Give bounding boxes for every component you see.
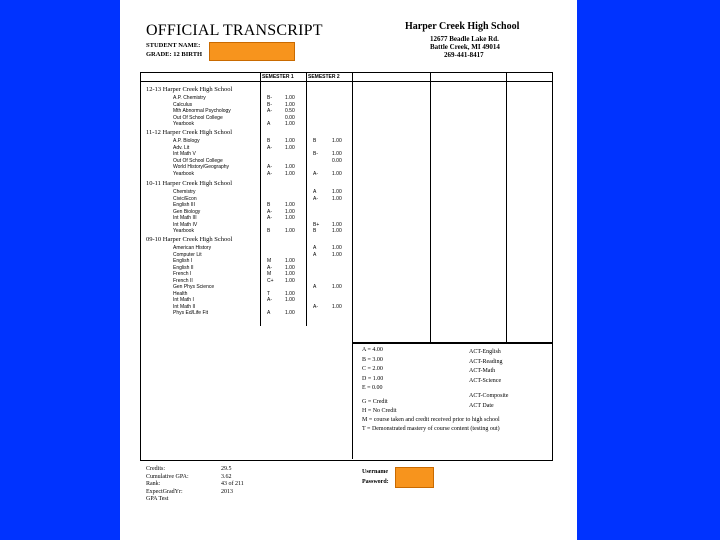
sem2-grade: A- xyxy=(313,195,318,202)
sem1-credit: 1.00 xyxy=(285,202,295,208)
course-name: Out Of School College xyxy=(173,114,223,121)
grade-scale-item: D = 1.00 xyxy=(362,375,384,382)
sem1-grade: M xyxy=(267,271,272,277)
course-name: Int Math IV xyxy=(173,221,198,228)
sem1-grade: M xyxy=(267,258,272,264)
course-name: Civic/Econ xyxy=(173,195,197,202)
sem1-grade: A- xyxy=(267,108,272,114)
school-phone: 269-441-8417 xyxy=(444,51,484,59)
course-name: Health xyxy=(173,290,188,297)
sem1-credit: 1.00 xyxy=(285,264,295,271)
student-name-redaction xyxy=(209,42,295,61)
sem2-credit: 1.00 xyxy=(332,195,342,202)
credit-code-item: M = course taken and credit received prior to high school xyxy=(362,417,500,423)
sem1-grade: T xyxy=(267,290,271,297)
sem2-col-divider xyxy=(352,72,353,459)
grade-scale-item: C = 2.00 xyxy=(362,366,383,372)
footer-label: GPA Test xyxy=(146,496,169,502)
grade-scale-item: A = 4.00 xyxy=(362,347,383,353)
course-name: English I xyxy=(173,258,193,264)
sem1-grade: B- xyxy=(267,95,272,101)
sem2-grade: A xyxy=(313,245,317,251)
grade-birth-label: GRADE: 12 BIRTH xyxy=(146,51,203,58)
footer-value: 3.62 xyxy=(221,473,232,480)
sem2-grade: A- xyxy=(313,303,318,310)
sem1-credit: 1.00 xyxy=(285,228,295,234)
sem2-credit: 1.00 xyxy=(332,151,342,157)
course-name: Gen Biology xyxy=(173,208,201,215)
sem1-credit: 1.00 xyxy=(285,277,295,284)
course-name: Out Of School College xyxy=(173,157,223,164)
sem2-grade: B- xyxy=(313,151,318,157)
right-blue-band xyxy=(577,0,720,540)
sem2-credit: 1.00 xyxy=(332,303,342,310)
act-score-label: ACT-Science xyxy=(469,377,502,384)
password-label: Password: xyxy=(362,479,389,485)
grade-scale-item: E = 0.00 xyxy=(362,385,383,391)
course-name: Int Math V xyxy=(173,151,196,157)
sem1-credit: 1.00 xyxy=(285,258,295,264)
course-name: Yearbook xyxy=(173,121,194,127)
sem1-credit: 1.00 xyxy=(285,164,295,170)
sem1-credit: 1.00 xyxy=(285,95,295,101)
left-blue-band xyxy=(0,0,120,540)
course-name: Yearbook xyxy=(173,170,194,177)
sem2-grade: B xyxy=(313,228,317,234)
sem1-grade: C+ xyxy=(267,277,274,284)
sem1-credit: 1.00 xyxy=(285,290,295,297)
sem2-credit: 1.00 xyxy=(332,170,342,177)
sem1-col-divider xyxy=(306,72,307,326)
footer-label: ExpectGradYr: xyxy=(146,488,183,495)
sem2-credit: 1.00 xyxy=(332,284,342,290)
course-name: A.P. Chemistry xyxy=(173,95,206,101)
school-name: Harper Creek High School xyxy=(405,21,520,32)
act-score-label: ACT-Reading xyxy=(469,358,503,365)
course-col-divider xyxy=(260,72,261,326)
course-name: World History/Geography xyxy=(173,164,230,170)
course-name: Calculus xyxy=(173,101,193,108)
sem2-grade: B+ xyxy=(313,221,320,228)
sem1-credit: 1.00 xyxy=(285,101,295,108)
act-score-label: ACT-Math xyxy=(469,368,496,374)
sem1-credit: 1.00 xyxy=(285,271,295,277)
sem2-grade: A xyxy=(313,251,317,258)
username-label: Username xyxy=(362,469,388,475)
sem1-credit: 1.00 xyxy=(285,121,295,127)
sem2-credit: 1.00 xyxy=(332,251,342,258)
sem1-grade: B xyxy=(267,202,271,208)
transcript-title: OFFICIAL TRANSCRIPT xyxy=(146,22,323,39)
course-name: Mth Abnormal Psychology xyxy=(173,108,231,114)
course-name: French II xyxy=(173,277,193,284)
footer-label: Rank: xyxy=(146,481,161,487)
sem1-credit: 1.00 xyxy=(285,138,295,144)
legend-top-line xyxy=(352,342,552,344)
act-col-divider-1 xyxy=(430,72,431,342)
school-year-header: 10-11 Harper Creek High School xyxy=(146,180,233,187)
credit-code-item: G = Credit xyxy=(362,399,388,405)
footer-value: 29.5 xyxy=(221,466,232,472)
sem1-grade: A- xyxy=(267,297,272,303)
sem1-grade: A- xyxy=(267,144,272,151)
school-year-header: 09-10 Harper Creek High School xyxy=(146,236,233,243)
course-name: Gen Phys Science xyxy=(173,284,215,290)
course-name: Adv. Lit xyxy=(173,144,190,151)
student-name-label: STUDENT NAME: xyxy=(146,42,201,49)
sem2-credit: 1.00 xyxy=(332,221,342,228)
sem2-grade: A xyxy=(313,189,317,195)
grade-scale-item: B = 3.00 xyxy=(362,356,383,363)
footer-value: 2013 xyxy=(221,488,233,495)
sem1-grade: A- xyxy=(267,215,272,221)
course-name: English II xyxy=(173,264,194,271)
course-name: Computer Lit xyxy=(173,251,202,258)
footer-label: Credits: xyxy=(146,466,165,472)
sem2-credit: 1.00 xyxy=(332,245,342,251)
school-year-header: 11-12 Harper Creek High School xyxy=(146,129,233,136)
sem1-credit: 1.00 xyxy=(285,297,295,303)
sem1-grade: A- xyxy=(267,170,272,177)
sem1-credit: 1.00 xyxy=(285,170,295,177)
username-redaction xyxy=(395,467,434,488)
sem1-credit: 1.00 xyxy=(285,208,295,215)
sem1-grade: A xyxy=(267,310,271,316)
sem1-credit: 1.00 xyxy=(285,310,295,316)
sem1-credit: 1.00 xyxy=(285,215,295,221)
school-address-line2: Battle Creek, MI 49014 xyxy=(430,43,500,51)
course-name: Int Math III xyxy=(173,215,197,221)
credit-code-item: H = No Credit xyxy=(362,408,397,414)
sem2-credit: 1.00 xyxy=(332,189,342,195)
sem2-credit: 0.00 xyxy=(332,157,342,164)
course-name: Chemistry xyxy=(173,189,196,195)
course-name: Yearbook xyxy=(173,228,194,234)
sem1-grade: B xyxy=(267,228,271,234)
sem2-grade: B xyxy=(313,138,317,144)
course-name: English III xyxy=(173,202,195,208)
course-name: American History xyxy=(173,245,212,251)
sem2-grade: A- xyxy=(313,170,318,177)
sem1-grade: A- xyxy=(267,164,272,170)
footer-label: Cumulative GPA: xyxy=(146,473,189,480)
sem1-grade: B xyxy=(267,138,271,144)
sem1-grade: A- xyxy=(267,208,272,215)
transcript-page xyxy=(120,0,577,540)
course-name: Int Math I xyxy=(173,297,194,303)
sem1-grade: B- xyxy=(267,101,272,108)
footer-value: 43 of 211 xyxy=(221,481,244,487)
sem1-credit: 0.50 xyxy=(285,108,295,114)
school-address-line1: 12677 Beadle Lake Rd. xyxy=(430,35,499,43)
sem1-grade: A xyxy=(267,121,271,127)
sem1-credit: 1.00 xyxy=(285,144,295,151)
header-row-line xyxy=(140,81,552,82)
sem2-credit: 1.00 xyxy=(332,138,342,144)
sem2-credit: 1.00 xyxy=(332,228,342,234)
act-score-label: ACT-English xyxy=(469,349,501,355)
course-name: French I xyxy=(173,271,192,277)
sem1-credit: 0.00 xyxy=(285,114,295,121)
school-year-header: 12-13 Harper Creek High School xyxy=(146,86,233,93)
act-score-label: ACT-Composite xyxy=(469,393,509,399)
semester1-header: SEMESTER 1 xyxy=(262,74,294,80)
course-name: A.P. Biology xyxy=(173,138,200,144)
semester2-header: SEMESTER 2 xyxy=(308,74,340,80)
course-name: Int Math II xyxy=(173,303,196,310)
sem1-grade: A- xyxy=(267,264,272,271)
sem2-grade: A xyxy=(313,284,317,290)
act-score-label: ACT Date xyxy=(469,402,494,409)
act-col-divider-2 xyxy=(506,72,507,342)
course-name: Phys Ed/Life Fit xyxy=(173,310,209,316)
credit-code-item: T = Demonstrated mastery of course content (testing out) xyxy=(362,426,500,432)
